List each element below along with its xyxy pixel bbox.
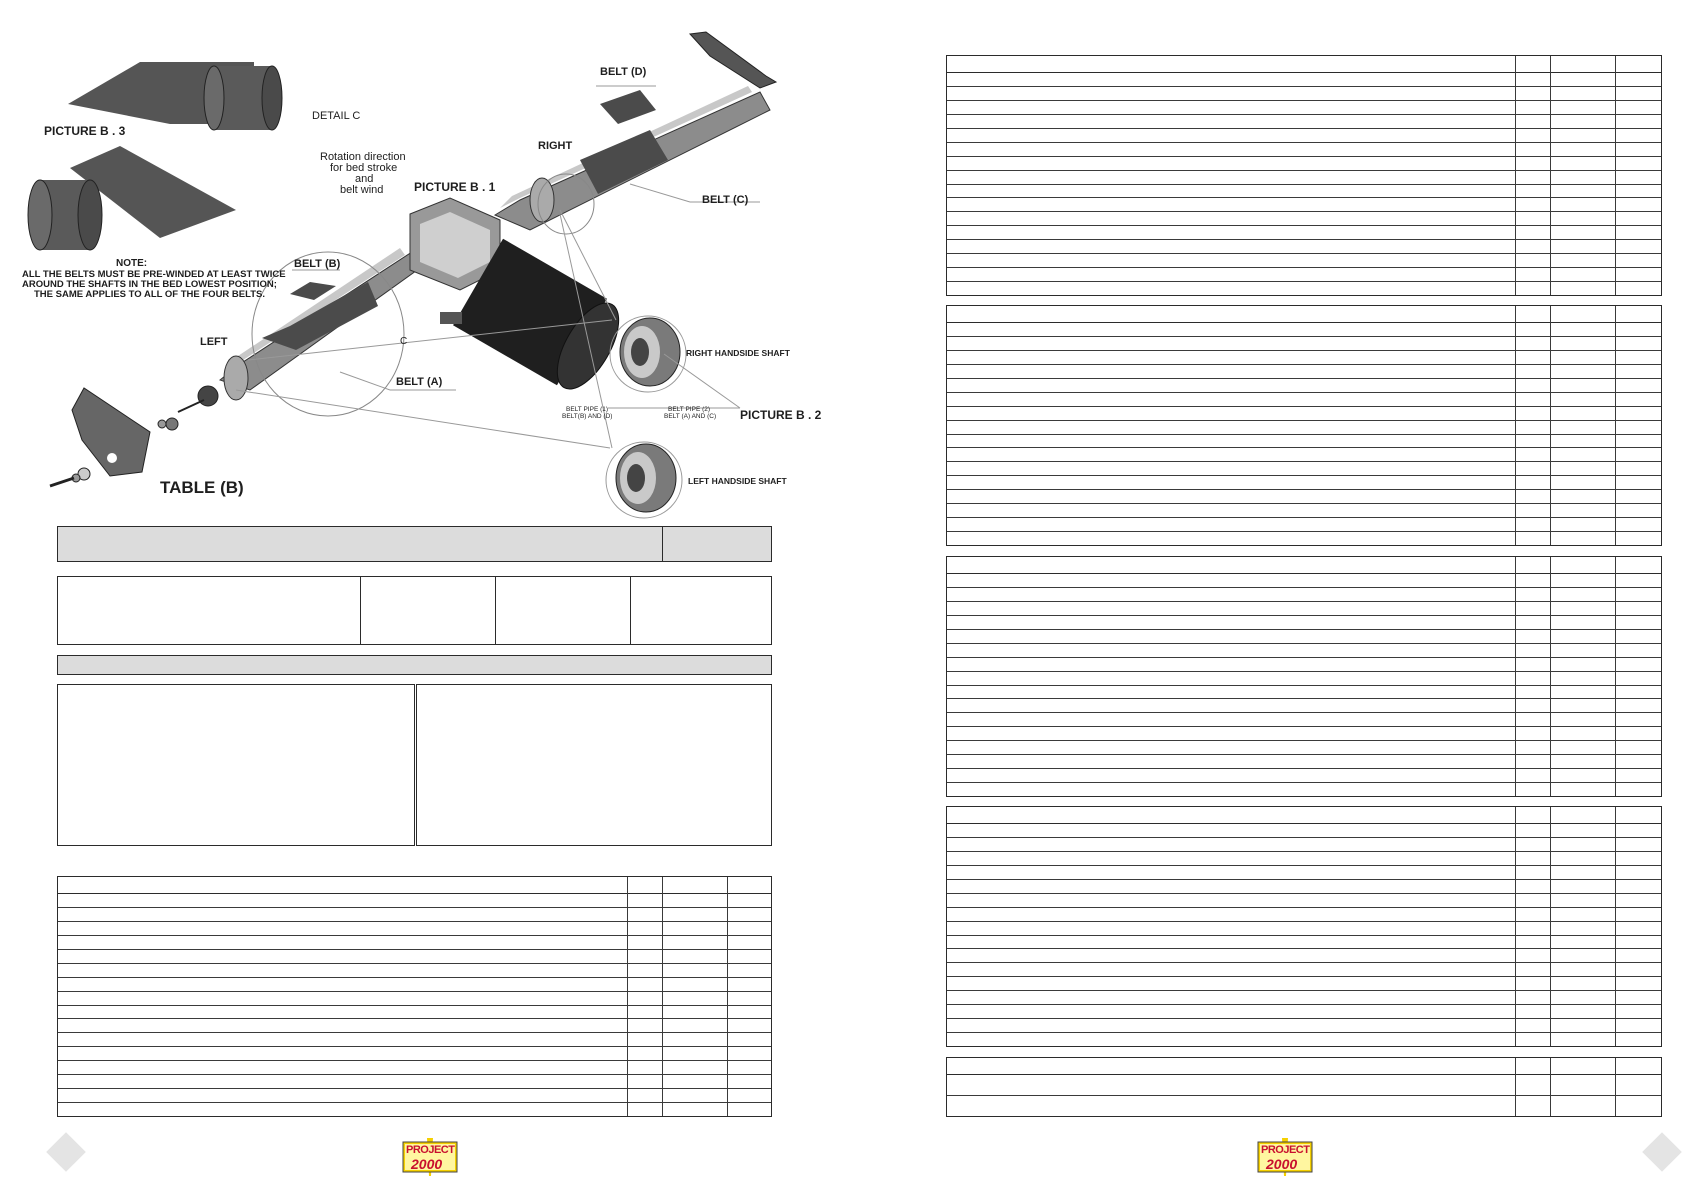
table-row — [947, 281, 1661, 282]
table-row — [947, 935, 1661, 936]
table-row — [947, 184, 1661, 185]
table-row — [947, 685, 1661, 686]
belt-roll-illustration-lower — [28, 146, 236, 250]
info-box-row — [57, 576, 772, 645]
table-b-label: TABLE (B) — [160, 478, 244, 497]
table-row — [947, 698, 1661, 699]
table-row — [947, 615, 1661, 616]
parts-table-right-4 — [946, 806, 1662, 1047]
logo-text-project: PROJECT — [406, 1144, 455, 1156]
table-row — [58, 1005, 771, 1006]
detail-c-label: DETAIL C — [312, 110, 361, 122]
table-row — [947, 211, 1661, 212]
table-row — [947, 948, 1661, 949]
parts-table-right-1 — [946, 55, 1662, 296]
info-box-divider-2 — [495, 576, 496, 645]
table-row — [947, 990, 1661, 991]
belt-pipe-1-label-2: BELT(B) AND (D) — [562, 413, 613, 420]
table-header-rule — [947, 1074, 1661, 1075]
notes-box-right — [416, 684, 772, 846]
note-line-2: AROUND THE SHAFTS IN THE BED LOWEST POSITION; — [22, 279, 277, 290]
table-row — [947, 420, 1661, 421]
table-row — [947, 170, 1661, 171]
table-column-rule — [1515, 56, 1516, 295]
table-header-rule — [58, 893, 771, 894]
table-row — [947, 253, 1661, 254]
table-row — [947, 531, 1661, 532]
belt-pipe-1-label-1: BELT PIPE (1) — [566, 406, 609, 413]
table-header-rule — [947, 823, 1661, 824]
table-row — [58, 921, 771, 922]
table-row — [58, 977, 771, 978]
table-row — [58, 1018, 771, 1019]
table-row — [947, 503, 1661, 504]
right-label: RIGHT — [538, 140, 573, 152]
table-row — [58, 1088, 771, 1089]
table-row — [58, 1046, 771, 1047]
table-row — [947, 712, 1661, 713]
table-row — [947, 837, 1661, 838]
table-row — [947, 879, 1661, 880]
table-row — [947, 392, 1661, 393]
table-row — [947, 851, 1661, 852]
table-row — [947, 768, 1661, 769]
belt-c-label: BELT (C) — [702, 194, 749, 206]
picture-b1-label: PICTURE B . 1 — [414, 180, 496, 194]
table-row — [947, 893, 1661, 894]
table-column-rule — [1550, 1058, 1551, 1116]
table-row — [947, 782, 1661, 783]
info-box-divider-3 — [630, 576, 631, 645]
picture-b2-label: PICTURE B . 2 — [740, 408, 822, 422]
page-corner-left — [46, 1132, 86, 1172]
table-row — [947, 128, 1661, 129]
table-column-rule — [1515, 306, 1516, 545]
parts-table-left — [57, 876, 772, 1117]
table-column-rule — [1515, 807, 1516, 1046]
table-row — [947, 475, 1661, 476]
table-row — [947, 225, 1661, 226]
table-row — [947, 865, 1661, 866]
table-row — [947, 976, 1661, 977]
project-2000-logo-right — [1256, 1138, 1314, 1176]
table-row — [947, 1095, 1661, 1096]
logo-text-project: PROJECT — [1261, 1144, 1310, 1156]
table-row — [947, 657, 1661, 658]
table-row — [947, 336, 1661, 337]
table-row — [58, 1060, 771, 1061]
parts-table-right-5 — [946, 1057, 1662, 1117]
right-handside-shaft-label: RIGHT HANDSIDE SHAFT — [686, 348, 790, 358]
left-label: LEFT — [200, 336, 228, 348]
table-column-rule — [1615, 306, 1616, 545]
belt-pipe-2-label-2: BELT (A) AND (C) — [664, 413, 717, 420]
table-row — [947, 267, 1661, 268]
table-row — [58, 991, 771, 992]
table-row — [947, 447, 1661, 448]
table-header-rule — [947, 573, 1661, 574]
table-row — [58, 1102, 771, 1103]
parts-table-right-3 — [946, 556, 1662, 797]
rotation-direction-label-2: for bed stroke — [330, 162, 398, 174]
table-row — [947, 156, 1661, 157]
page-corner-right — [1642, 1132, 1682, 1172]
table-row — [947, 86, 1661, 87]
form-header-bar — [57, 526, 772, 562]
notes-box-left — [57, 684, 415, 846]
table-row — [58, 935, 771, 936]
right-handside-shaft-detail — [610, 316, 686, 392]
table-row — [58, 949, 771, 950]
table-row — [947, 100, 1661, 101]
table-row — [947, 740, 1661, 741]
table-row — [947, 671, 1661, 672]
table-row — [947, 461, 1661, 462]
logo-text-2000: 2000 — [1266, 1156, 1298, 1172]
table-row — [947, 921, 1661, 922]
table-row — [947, 754, 1661, 755]
table-column-rule — [1550, 306, 1551, 545]
table-row — [58, 1074, 771, 1075]
table-row — [947, 1032, 1661, 1033]
table-header-rule — [947, 322, 1661, 323]
table-column-rule — [1515, 557, 1516, 796]
table-column-rule — [662, 877, 663, 1116]
left-handside-shaft-label: LEFT HANDSIDE SHAFT — [688, 476, 787, 486]
table-row — [947, 239, 1661, 240]
table-row — [947, 601, 1661, 602]
form-header-divider — [662, 526, 663, 562]
table-row — [947, 643, 1661, 644]
detail-marker-c: C — [400, 336, 408, 347]
table-row — [947, 907, 1661, 908]
table-header-rule — [947, 72, 1661, 73]
left-bracket — [50, 386, 218, 486]
table-column-rule — [1550, 807, 1551, 1046]
table-row — [58, 963, 771, 964]
section-header-bar — [57, 655, 772, 675]
table-column-rule — [1550, 56, 1551, 295]
table-row — [947, 629, 1661, 630]
table-row — [947, 489, 1661, 490]
table-column-rule — [1550, 557, 1551, 796]
table-column-rule — [1615, 557, 1616, 796]
table-row — [58, 907, 771, 908]
table-row — [947, 406, 1661, 407]
table-row — [947, 142, 1661, 143]
table-row — [947, 587, 1661, 588]
left-handside-shaft-detail — [606, 442, 682, 518]
table-row — [947, 1018, 1661, 1019]
project-2000-logo-left — [401, 1138, 459, 1176]
table-column-rule — [627, 877, 628, 1116]
picture-b3-label: PICTURE B . 3 — [44, 124, 126, 138]
belt-roll-illustration-upper — [68, 62, 282, 130]
table-column-rule — [1515, 1058, 1516, 1116]
note-line-1: ALL THE BELTS MUST BE PRE-WINDED AT LEAST TWICE — [22, 269, 286, 280]
note-title: NOTE: — [116, 258, 148, 269]
table-row — [947, 114, 1661, 115]
info-box-divider-1 — [360, 576, 361, 645]
table-row — [947, 962, 1661, 963]
logo-text-2000: 2000 — [411, 1156, 443, 1172]
note-line-3: THE SAME APPLIES TO ALL OF THE FOUR BELTS. — [34, 289, 266, 300]
table-column-rule — [1615, 807, 1616, 1046]
table-column-rule — [727, 877, 728, 1116]
belt-a-label: BELT (A) — [396, 376, 443, 388]
table-row — [947, 364, 1661, 365]
rotation-direction-label-4: belt wind — [340, 184, 384, 196]
table-row — [947, 434, 1661, 435]
table-row — [947, 726, 1661, 727]
motor-assembly — [410, 198, 631, 399]
belt-d-label: BELT (D) — [600, 66, 647, 78]
rotation-direction-label-1: Rotation direction — [320, 151, 406, 163]
belt-b-label: BELT (B) — [294, 258, 341, 270]
rotation-direction-label-3: and — [355, 173, 374, 185]
table-column-rule — [1615, 1058, 1616, 1116]
parts-table-right-2 — [946, 305, 1662, 546]
table-row — [947, 517, 1661, 518]
table-row — [947, 378, 1661, 379]
table-row — [947, 197, 1661, 198]
table-column-rule — [1615, 56, 1616, 295]
table-row — [947, 350, 1661, 351]
table-row — [947, 1004, 1661, 1005]
table-row — [58, 1032, 771, 1033]
belt-pipe-2-label-1: BELT PIPE (2) — [668, 406, 711, 413]
